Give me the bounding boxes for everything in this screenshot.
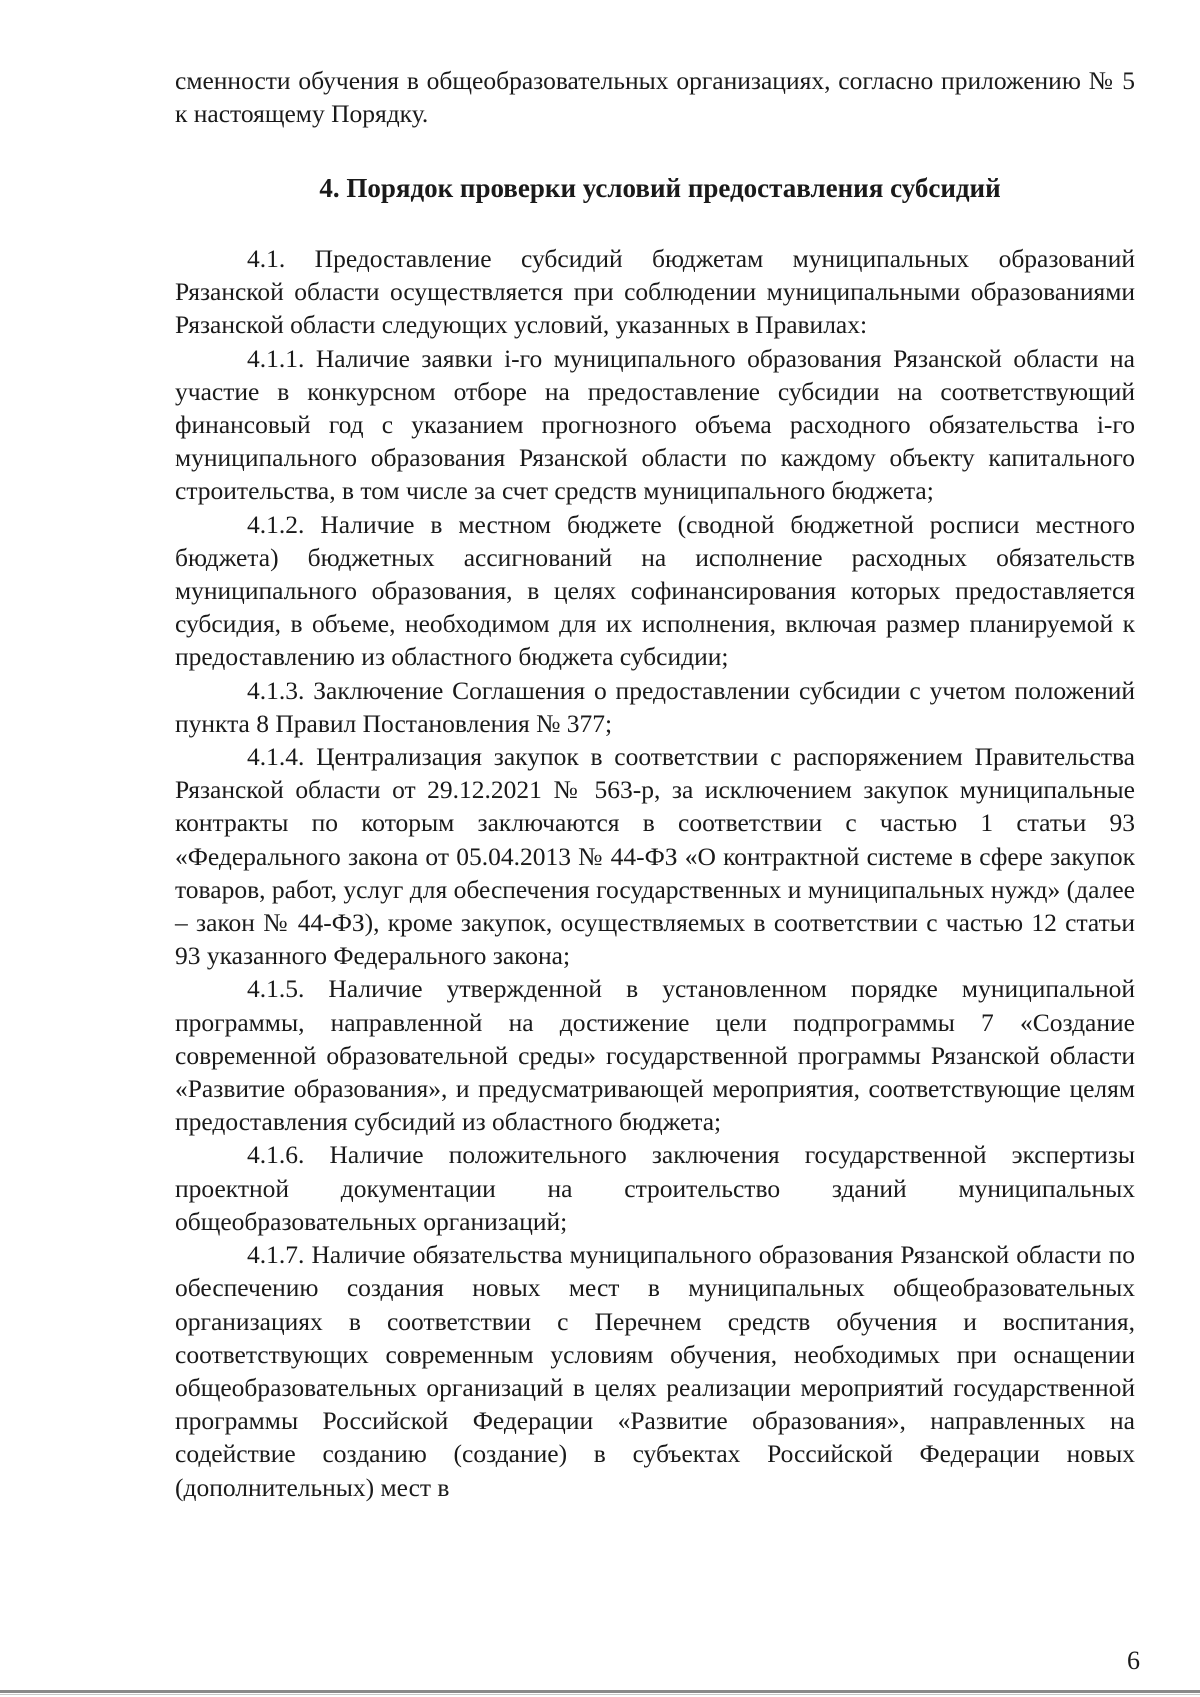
paragraph-4-1: 4.1. Предоставление субсидий бюджетам муниципальных образований Рязанской области осуществляется при соблюдении муниципальными образованиями Рязанской области следующих условий, указанных в Правилах: [175, 244, 1135, 340]
paragraph-4-1-3: 4.1.3. Заключение Соглашения о предоставлении субсидии с учетом положений пункта 8 Правил Постановления № 377; [175, 675, 1135, 738]
paragraph-4-1-2: 4.1.2. Наличие в местном бюджете (сводной бюджетной росписи местного бюджета) бюджетных ассигнований на исполнение расходных обязательств муниципального образования, в целях софинансирования которых предоставляется субсидия, в объеме, необходимом для их исполнения, включая размер планируемой к предоставлению из областного бюджета субсидии; [175, 509, 1135, 672]
paragraph-4-1-7: 4.1.7. Наличие обязательства муниципального образования Рязанской области по обеспечению создания новых мест в муниципальных общеобразовательных организациях в соответствии с Перечнем средств обучения и воспитания, соответствующих современным условиям обучения, необходимых при оснащении общеобразовательных организаций в целях реализации мероприятий государственной программы Российской Федерации «Развитие образования», направленных на содействие созданию (создание) в субъектах Российской Федерации новых (дополнительных) мест в [175, 1240, 1135, 1502]
paragraph-4-1-6: 4.1.6. Наличие положительного заключения государственной экспертизы проектной документации на строительство зданий муниципальных общеобразовательных организаций; [175, 1140, 1135, 1236]
intro-paragraph: сменности обучения в общеобразовательных организациях, согласно приложению № 5 к настоящему Порядку. [175, 66, 1135, 129]
page-number: 6 [1127, 1646, 1140, 1675]
section-body [175, 242, 1135, 1504]
paragraph-4-1-1: 4.1.1. Наличие заявки i-го муниципального образования Рязанской области на участие в конкурсном отборе на предоставление субсидии на соответствующий финансовый год с указанием прогнозного объема расходного обязательства i-го муниципального образования Рязанской области по каждому объекту капитального строительства, в том числе за счет средств муниципального бюджета; [175, 343, 1135, 506]
paragraph-4-1-4: 4.1.4. Централизация закупок в соответствии с распоряжением Правительства Рязанской области от 29.12.2021 № 563-р, за исключением закупок муниципальные контракты по которым заключаются в соответствии с частью 1 статьи 93 «Федерального закона от 05.04.2013 № 44-ФЗ «О контрактной системе в сфере закупок товаров, работ, услуг для обеспечения государственных и муниципальных нужд» (далее – закон № 44-ФЗ), кроме закупок, осуществляемых в соответствии с частью 12 статьи 93 указанного Федерального закона; [175, 742, 1135, 971]
paragraph-4-1-5: 4.1.5. Наличие утвержденной в установленном порядке муниципальной программы, направленной на достижение цели подпрограммы 7 «Создание современной образовательной среды» государственной программы Рязанской области «Развитие образования», и предусматривающей мероприятия, соответствующие целям предоставления субсидий из областного бюджета; [175, 974, 1135, 1137]
scan-bottom-edge [0, 1690, 1200, 1693]
scan-bottom-edge-shadow [0, 1694, 1200, 1695]
section-heading: 4. Порядок проверки условий предоставления субсидий [319, 173, 1001, 203]
